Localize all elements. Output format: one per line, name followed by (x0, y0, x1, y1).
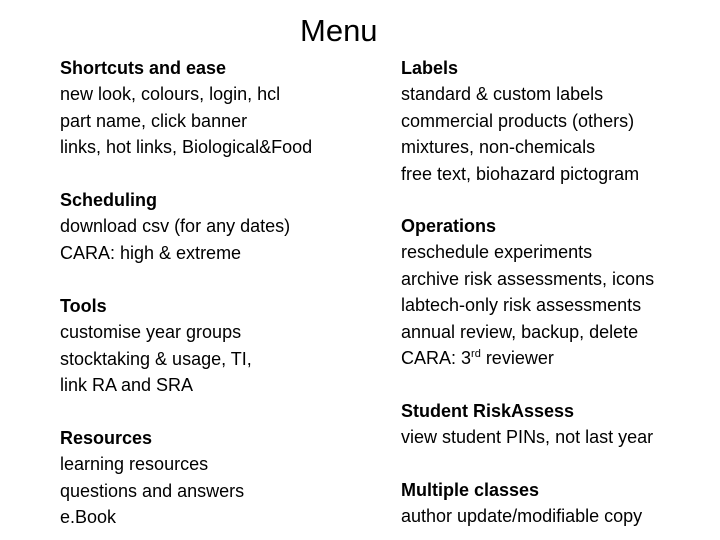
section-line: author update/modifiable copy (401, 506, 643, 527)
section-line: new look, colours, login, hcl (60, 84, 281, 105)
section-labels (401, 55, 639, 187)
section-line: download csv (for any dates) (60, 216, 291, 237)
section-line: labtech-only risk assessments (401, 295, 642, 316)
section-student-riskassess (401, 398, 653, 451)
reviewer-suffix: reviewer (480, 348, 554, 369)
section-line: link RA and SRA (60, 375, 194, 396)
ordinal-suffix: rd (471, 348, 481, 361)
reviewer-prefix: CARA: 3 (401, 348, 472, 369)
section-heading: Multiple classes (401, 480, 540, 500)
section-line: free text, biohazard pictogram (401, 163, 640, 184)
section-line: annual review, backup, delete (401, 321, 639, 342)
section-line: stocktaking & usage, TI, (60, 348, 252, 369)
section-resources (60, 425, 244, 531)
section-line: questions and answers (60, 480, 245, 501)
section-line: mixtures, non-chemicals (401, 137, 596, 158)
section-line: reschedule experiments (401, 242, 593, 263)
section-heading: Scheduling (60, 190, 158, 210)
section-line: part name, click banner (60, 110, 248, 131)
page-title: Menu (300, 13, 378, 48)
section-heading: Tools (60, 296, 107, 316)
section-shortcuts (60, 55, 312, 161)
section-line: links, hot links, Biological&Food (60, 137, 313, 158)
section-line: view student PINs, not last year (401, 427, 654, 448)
section-line: commercial products (others) (401, 110, 635, 131)
section-line: e.Book (60, 507, 117, 528)
section-line: learning resources (60, 454, 209, 475)
section-operations (401, 213, 654, 371)
section-line: customise year groups (60, 322, 242, 343)
section-heading: Student RiskAssess (401, 401, 575, 421)
section-heading: Labels (401, 58, 459, 78)
section-tools (60, 293, 252, 399)
section-multiple-classes (401, 477, 642, 530)
section-heading: Shortcuts and ease (60, 58, 227, 78)
section-line: standard & custom labels (401, 84, 604, 105)
section-heading: Operations (401, 216, 497, 236)
section-line: CARA: high & extreme (60, 242, 242, 263)
reviewer-line (401, 345, 654, 371)
section-scheduling (60, 187, 290, 266)
section-heading: Resources (60, 428, 153, 448)
section-line: archive risk assessments, icons (401, 268, 655, 289)
